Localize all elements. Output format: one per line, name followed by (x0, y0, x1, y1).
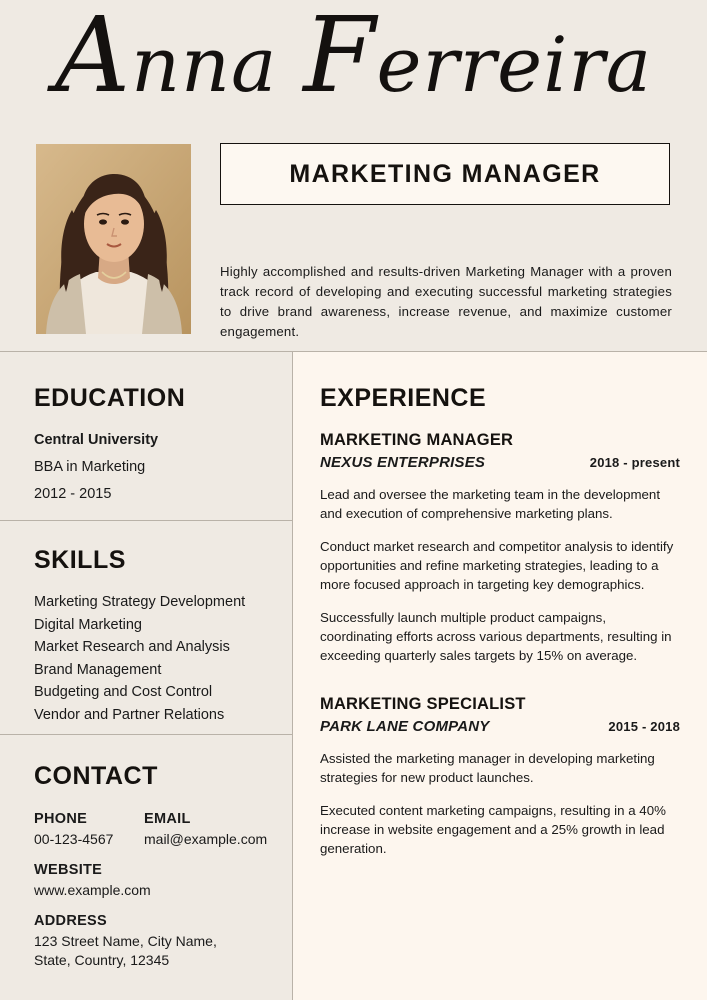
job-company: NEXUS ENTERPRISES (320, 454, 486, 471)
last-name (303, 0, 653, 116)
job-dates: 2015 - 2018 (608, 719, 680, 734)
email-label: EMAIL (144, 811, 191, 827)
address-label: ADDRESS (34, 913, 107, 929)
list-item: Vendor and Partner Relations (34, 706, 225, 723)
first-name-initial: A (54, 0, 132, 116)
education-section (34, 384, 274, 510)
experience-section (320, 384, 680, 872)
job-company: PARK LANE COMPANY (320, 718, 490, 735)
job-dates: 2018 - present (589, 455, 680, 470)
experience-entry-1 (320, 431, 680, 665)
left-column (0, 352, 292, 1000)
phone-value: 00-123-4567 (34, 831, 114, 847)
address-line-1: 123 Street Name, City Name, (34, 933, 217, 949)
divider-education-skills (0, 520, 292, 521)
education-school: Central University (34, 432, 159, 448)
skills-section (34, 546, 284, 726)
website-label: WEBSITE (34, 862, 103, 878)
job-bullet: Lead and oversee the marketing team in the development and execution of comprehensive marketing plans. (320, 487, 661, 521)
contact-section (34, 762, 284, 983)
job-bullet: Assisted the marketing manager in developing marketing strategies for new product launches. (320, 751, 655, 785)
experience-heading: EXPERIENCE (320, 384, 487, 412)
skills-heading: SKILLS (34, 546, 126, 574)
experience-column (292, 352, 707, 1000)
list-item: Marketing Strategy Development (34, 594, 246, 610)
job-title: MARKETING MANAGER (320, 431, 514, 449)
page-title (0, 0, 707, 116)
last-name-rest: erreira (376, 20, 653, 109)
job-role-title: MARKETING MANAGER (289, 159, 601, 188)
first-name-rest: nna (131, 20, 278, 109)
list-item: Market Research and Analysis (34, 639, 230, 655)
job-role-box (220, 143, 670, 205)
profile-photo (36, 144, 191, 334)
last-name-initial: F (303, 0, 377, 116)
job-bullet: Conduct market research and competitor analysis to identify opportunities and refine marketing strategies, leading to a more focused approach in targeting key demographics. (320, 539, 674, 592)
education-heading: EDUCATION (34, 384, 186, 412)
job-bullet: Executed content marketing campaigns, resulting in a 40% increase in website engagement and a 25% growth in lead generation. (320, 803, 666, 856)
contact-heading: CONTACT (34, 762, 158, 790)
first-name (54, 0, 278, 116)
job-title: MARKETING SPECIALIST (320, 695, 526, 713)
experience-entry-2 (320, 695, 680, 858)
phone-label: PHONE (34, 811, 88, 827)
website-value[interactable]: www.example.com (34, 882, 151, 898)
education-years: 2012 - 2015 (34, 486, 112, 502)
profile-summary: Highly accomplished and results-driven Marketing Manager with a proven track record of developing and executing successful marketing strategies to drive brand awareness, increase revenue, and maximize customer engagement. (220, 264, 672, 339)
divider-skills-contact (0, 734, 292, 735)
list-item: Brand Management (34, 661, 162, 678)
job-bullet: Successfully launch multiple product campaigns, coordinating efforts across various departments, resulting in exceeding quarterly sales targets by 15% on average. (320, 610, 672, 663)
list-item: Digital Marketing (34, 616, 142, 633)
portrait-illustration (36, 144, 191, 334)
header-section (0, 140, 707, 350)
address-line-2: State, Country, 12345 (34, 952, 170, 968)
email-value[interactable]: mail@example.com (144, 831, 268, 847)
list-item: Budgeting and Cost Control (34, 684, 213, 700)
education-degree: BBA in Marketing (34, 459, 146, 475)
